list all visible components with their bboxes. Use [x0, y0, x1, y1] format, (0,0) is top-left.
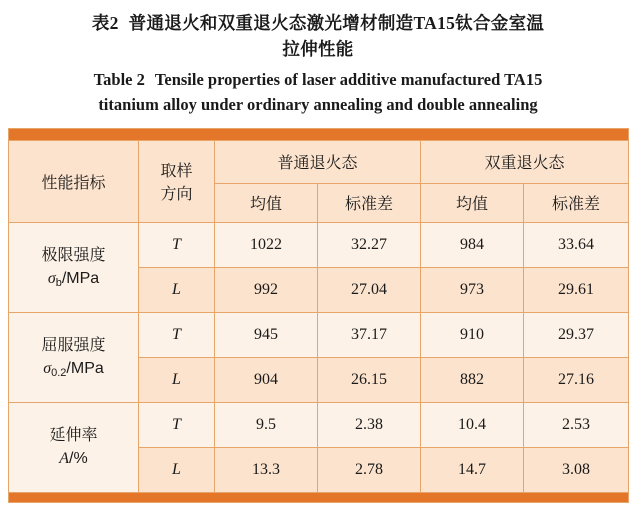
table-row	[9, 222, 629, 267]
metric-symbol-subscript: b	[55, 277, 62, 290]
cell-ordinary-mean: 1022	[215, 222, 318, 267]
cell-ordinary-sd: 26.15	[318, 357, 421, 402]
cell-ordinary-mean: 9.5	[215, 402, 318, 447]
cell-double-sd: 3.08	[524, 447, 629, 492]
cell-ordinary-sd: 2.38	[318, 402, 421, 447]
header-double-stdev: 标准差	[524, 183, 629, 222]
cell-ordinary-sd: 2.78	[318, 447, 421, 492]
table-header-row-1	[9, 140, 629, 183]
caption-chinese	[8, 10, 628, 63]
caption-chinese-label: 表2	[91, 13, 119, 33]
cell-direction: T	[139, 402, 215, 447]
cell-double-sd: 33.64	[524, 222, 629, 267]
row-metric-symbol	[11, 267, 136, 290]
header-direction-line2: 方向	[160, 186, 193, 204]
cell-ordinary-mean: 992	[215, 267, 318, 312]
cell-ordinary-mean: 945	[215, 312, 318, 357]
caption-english-label: Table 2	[93, 69, 145, 89]
caption-english-line2: titanium alloy under ordinary annealing and double annealing	[98, 95, 538, 115]
cell-direction: T	[139, 222, 215, 267]
metric-unit: /MPa	[66, 360, 104, 378]
cell-ordinary-sd: 32.27	[318, 222, 421, 267]
row-metric-label	[9, 222, 139, 312]
header-direction-line1: 取样	[160, 163, 193, 181]
cell-double-sd: 29.37	[524, 312, 629, 357]
cell-direction: L	[139, 447, 215, 492]
row-metric-name: 延伸率	[49, 426, 98, 444]
row-metric-label	[9, 402, 139, 492]
row-metric-name: 极限强度	[41, 246, 106, 264]
row-metric-label	[9, 312, 139, 402]
table-bottom-rule	[9, 492, 629, 502]
table-row	[9, 402, 629, 447]
cell-double-mean: 910	[421, 312, 524, 357]
header-ordinary-mean: 均值	[215, 183, 318, 222]
header-group-double: 双重退火态	[421, 140, 629, 183]
metric-symbol-glyph: σ	[43, 360, 52, 378]
caption-english	[8, 63, 628, 118]
row-metric-symbol	[11, 357, 136, 380]
cell-double-sd: 2.53	[524, 402, 629, 447]
cell-double-mean: 984	[421, 222, 524, 267]
cell-ordinary-sd: 37.17	[318, 312, 421, 357]
header-direction	[139, 140, 215, 222]
header-metric: 性能指标	[9, 140, 139, 222]
cell-double-mean: 14.7	[421, 447, 524, 492]
row-metric-name: 屈服强度	[41, 336, 106, 354]
cell-double-mean: 10.4	[421, 402, 524, 447]
cell-ordinary-mean: 13.3	[215, 447, 318, 492]
header-double-mean: 均值	[421, 183, 524, 222]
cell-ordinary-mean: 904	[215, 357, 318, 402]
table-top-rule	[9, 128, 629, 140]
row-metric-symbol	[11, 447, 136, 470]
metric-unit: /MPa	[61, 270, 100, 288]
metric-symbol-glyph: σ	[47, 270, 56, 288]
metric-symbol-subscript: 0.2	[51, 367, 67, 380]
table-row	[9, 312, 629, 357]
header-group-ordinary: 普通退火态	[215, 140, 421, 183]
caption-english-line1: Tensile properties of laser additive manufactured TA15	[154, 69, 543, 89]
cell-ordinary-sd: 27.04	[318, 267, 421, 312]
caption-chinese-line2: 拉伸性能	[282, 39, 354, 60]
cell-direction: L	[139, 357, 215, 402]
metric-symbol-glyph: A	[59, 450, 70, 468]
cell-direction: T	[139, 312, 215, 357]
caption-chinese-line1: 普通退火和双重退火态激光增材制造TA15钛合金室温	[128, 13, 545, 33]
cell-double-sd: 29.61	[524, 267, 629, 312]
cell-double-sd: 27.16	[524, 357, 629, 402]
cell-direction: L	[139, 267, 215, 312]
cell-double-mean: 973	[421, 267, 524, 312]
cell-double-mean: 882	[421, 357, 524, 402]
header-ordinary-stdev: 标准差	[318, 183, 421, 222]
tensile-properties-table	[8, 128, 629, 503]
metric-unit: /%	[69, 450, 88, 468]
